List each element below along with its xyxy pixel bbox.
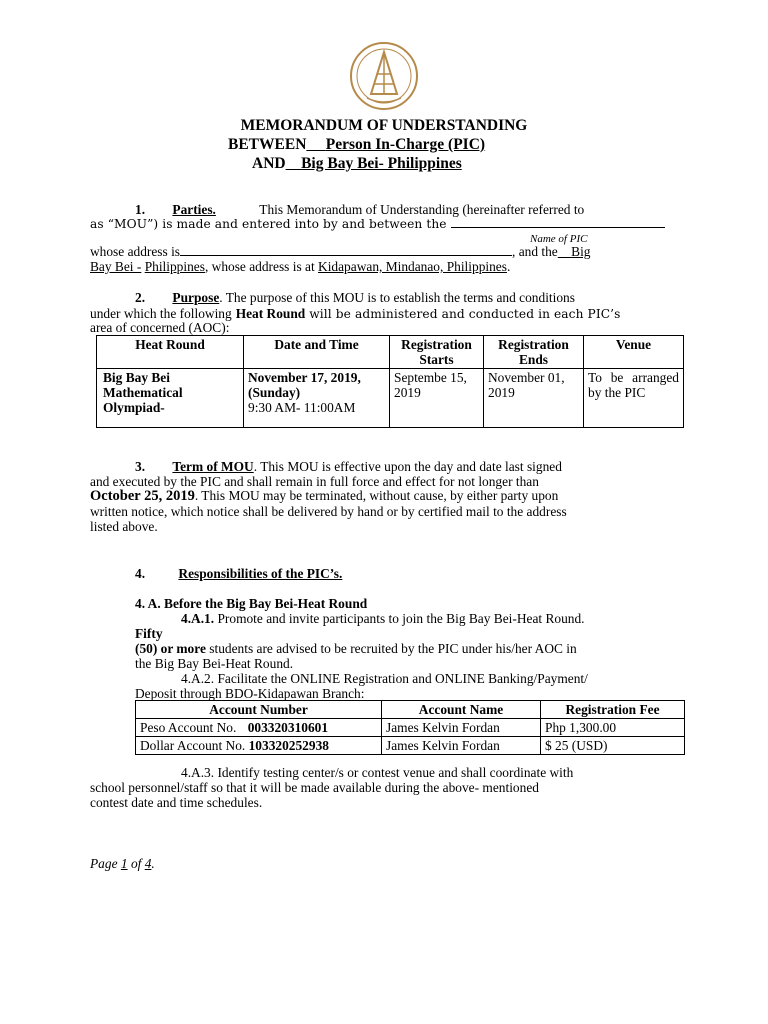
col-registration-starts: Registration Starts: [390, 336, 484, 369]
section1-line3: [90, 244, 591, 259]
col-account-name: Account Name: [382, 701, 541, 719]
page-number: [90, 856, 155, 871]
cell-reg-start: Septembe 15, 2019: [390, 369, 484, 428]
item-4a2-line2: Deposit through BDO-Kidapawan Branch:: [135, 686, 365, 701]
party-philippines: Philippines: [144, 259, 205, 274]
section3-text-3: . This MOU may be terminated, without cause, by either party upon: [194, 488, 559, 503]
pic-party: Person In-Charge (PIC): [325, 136, 486, 153]
pic-name-hint: Name of PIC: [530, 233, 588, 245]
cell-account-number: [136, 737, 382, 755]
cell-fee: $ 25 (USD): [541, 737, 685, 755]
section1-text-a: This Memorandum of Understanding (hereinafter referred to: [259, 202, 585, 217]
organization-seal: [349, 40, 419, 112]
section4-number: 4.: [135, 566, 146, 581]
cell-account-name: James Kelvin Fordan: [382, 737, 541, 755]
pic-name-blank: [451, 227, 665, 228]
party-big: Big: [571, 244, 591, 259]
section3-line5: listed above.: [90, 519, 158, 534]
section2-text-a: . The purpose of this MOU is to establish the terms and conditions: [219, 290, 575, 305]
section4-heading-line: [135, 566, 342, 581]
item-4a3-line1: 4.A.3. Identify testing center/s or contest venue and shall coordinate with: [181, 765, 574, 780]
item-4a1-label: 4.A.1.: [181, 611, 215, 626]
item-4a1-line4: the Big Bay Bei-Heat Round.: [135, 656, 294, 671]
item-4a1-line3: [135, 641, 577, 656]
section1-text-c: whose address is: [90, 244, 181, 259]
section3-number: 3.: [135, 459, 146, 474]
item-4a1-count: (50) or more: [135, 641, 206, 656]
col-date-time: Date and Time: [244, 336, 390, 369]
section3-line2: and executed by the PIC and shall remain in full force and effect for not longer than: [90, 474, 539, 489]
section3-line3: [90, 488, 558, 504]
section1-line4: [90, 259, 510, 274]
account-number: 103320252938: [248, 738, 329, 753]
page-current: 1: [120, 856, 128, 871]
item-4a2-line1: 4.A.2. Facilitate the ONLINE Registration and ONLINE Banking/Payment/: [181, 671, 588, 686]
section3-text-1: . This MOU is effective upon the day and date last signed: [253, 459, 562, 474]
section2-line3: area of concerned (AOC):: [90, 320, 230, 335]
memo-title: MEMORANDUM OF UNDERSTANDING: [240, 117, 528, 134]
section2-heading: Purpose: [172, 290, 220, 305]
section1-line2: [90, 217, 665, 231]
section2-line1: [135, 290, 575, 305]
cell-date-time: [244, 369, 390, 428]
heat-round-table-header: [97, 336, 684, 369]
col-registration-fee: Registration Fee: [541, 701, 685, 719]
account-label: Peso Account No.: [140, 720, 237, 735]
col-account-number: Account Number: [136, 701, 382, 719]
between-label: BETWEEN: [228, 136, 307, 153]
big-bay-bei-party: Big Bay Bei- Philippines: [301, 155, 462, 172]
col-venue: Venue: [584, 336, 684, 369]
section2-number: 2.: [135, 290, 146, 305]
cell-fee: Php 1,300.00: [541, 719, 685, 737]
item-4a1-text2: students are advised to be recruited by the PIC under his/her AOC in: [209, 641, 577, 656]
heat-round-label: Heat Round: [235, 306, 306, 321]
table-row: [136, 719, 685, 737]
bank-accounts-header: [136, 701, 685, 719]
cell-reg-end: November 01, 2019: [484, 369, 584, 428]
page-prefix: Page: [90, 856, 118, 871]
page-total: 4: [144, 856, 152, 871]
cell-account-name: James Kelvin Fordan: [382, 719, 541, 737]
cell-account-number: [136, 719, 382, 737]
section1-text-b: as “MOU”) is made and entered into by and between the: [90, 217, 447, 231]
pic-address-blank: [180, 255, 512, 256]
item-4a3-line2: school personnel/staff so that it will be made available during the above- mentioned: [90, 780, 539, 795]
section1-number: 1.: [135, 202, 146, 217]
item-4a1-fifty: Fifty: [135, 626, 163, 641]
item-4a1-text: Promote and invite participants to join the Big Bay Bei-Heat Round.: [217, 611, 585, 626]
section4-heading: Responsibilities of the PIC’s.: [178, 566, 343, 581]
section2-text-b: under which the following: [90, 306, 232, 321]
account-number: 003320310601: [247, 720, 329, 735]
term-end-date: October 25, 2019: [90, 488, 195, 504]
section1-text-d: , and the: [512, 244, 558, 259]
cell-event: Big Bay Bei Mathematical Olympiad-: [97, 369, 244, 428]
party-bay-bei: Bay Bei -: [90, 259, 142, 274]
section1-heading: Parties.: [172, 202, 216, 217]
event-time: 9:30 AM- 11:00AM: [248, 400, 356, 415]
col-heat-round: Heat Round: [97, 336, 244, 369]
section4a-heading: 4. A. Before the Big Bay Bei-Heat Round: [135, 596, 368, 611]
section3-line1: [135, 459, 562, 474]
section1-end: .: [506, 259, 511, 274]
memo-and-line: [252, 155, 462, 173]
col-registration-ends: Registration Ends: [484, 336, 584, 369]
cell-venue: To be arranged by the PIC: [584, 369, 684, 428]
item-4a3-line3: contest date and time schedules.: [90, 795, 263, 810]
section1-line1: [135, 202, 584, 217]
account-label: Dollar Account No.: [140, 738, 246, 753]
bank-accounts-table: [135, 700, 685, 755]
section3-heading: Term of MOU: [172, 459, 254, 474]
heat-round-table: [96, 335, 684, 428]
event-date: November 17, 2019, (Sunday): [248, 370, 361, 400]
table-row: [136, 737, 685, 755]
memo-between-line: [228, 136, 485, 154]
page-end: .: [151, 856, 155, 871]
bbb-address: Kidapawan, Mindanao, Philippines: [318, 259, 507, 274]
section1-text-e: , whose address is at: [204, 259, 315, 274]
section2-text-c: will be administered and conducted in each PIC’s: [309, 307, 621, 321]
page-of: of: [130, 856, 142, 871]
and-label: AND: [252, 155, 286, 172]
item-4a1-line1: [181, 611, 585, 626]
table-row: [97, 369, 684, 428]
section3-line4: written notice, which notice shall be delivered by hand or by certified mail to the address: [90, 504, 567, 519]
